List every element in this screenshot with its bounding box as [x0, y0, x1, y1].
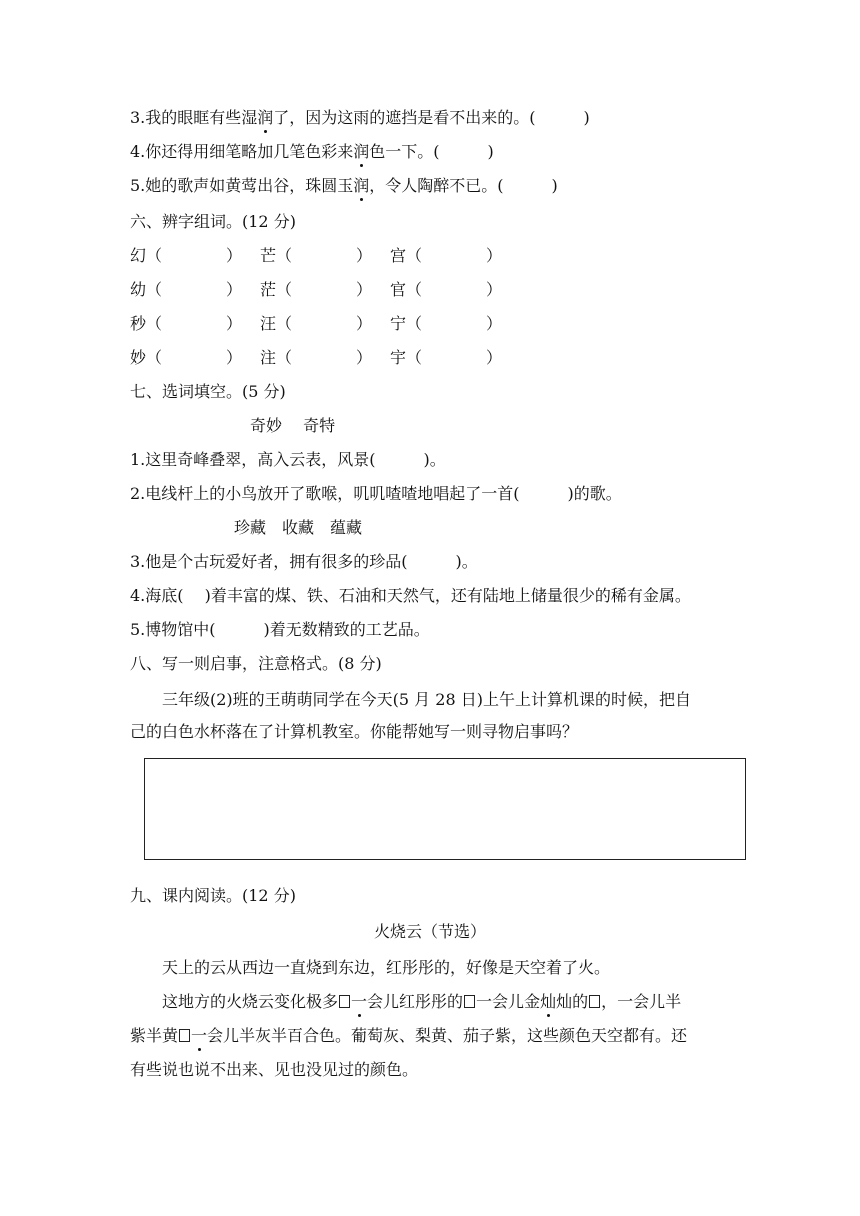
word-blank[interactable]: 幻（ ） [130, 246, 243, 265]
emphasis-char: 润 [353, 176, 370, 195]
passage-paragraph-1: 天上的云从西边一直烧到东边，红彤彤的，好像是天空着了火。 [162, 958, 611, 977]
word-blank[interactable]: 官（ ） [390, 280, 503, 299]
prompt-paragraph-line-2: 己的白色水杯落在了计算机教室。你能帮她写一则寻物启事吗？ [130, 722, 579, 741]
emphasis-char: 一 [351, 992, 368, 1011]
word-blank[interactable]: 宫（ ） [390, 246, 503, 265]
word-blank[interactable]: 妙（ ） [130, 348, 243, 367]
answer-box[interactable] [144, 758, 746, 860]
emphasis-char: 润 [257, 108, 274, 127]
section7-question-5: 5.博物馆中( )着无数精致的工艺品。 [130, 620, 430, 639]
emphasis-char: 一 [191, 1026, 208, 1045]
word-blank[interactable]: 茫（ ） [260, 280, 373, 299]
section7-question-3: 3.他是个古玩爱好者，拥有很多的珍品( )。 [130, 552, 478, 571]
section7-heading: 七、选词填空。(5 分) [130, 382, 286, 401]
punctuation-blank[interactable] [589, 995, 600, 1008]
section5-question-3: 3.我的眼眶有些湿润了，因为这雨的遮挡是看不出来的。( ) [130, 108, 590, 127]
passage-paragraph-2-line-3: 有些说也说不出来、见也没见过的颜色。 [130, 1060, 419, 1079]
passage-paragraph-2-line-1: 这地方的火烧云变化极多 一会儿红彤彤的 一会儿金灿灿的 ，一会儿半 [162, 992, 682, 1011]
punctuation-blank[interactable] [339, 995, 350, 1008]
prompt-paragraph-line-1: 三年级(2)班的王萌萌同学在今天(5 月 28 日)上午上计算机课的时候，把自 [162, 690, 691, 709]
word-blank[interactable]: 秒（ ） [130, 314, 243, 333]
section7-question-4: 4.海底( )着丰富的煤、铁、石油和天然气，还有陆地上储量很少的稀有金属。 [130, 586, 691, 605]
passage-paragraph-2-line-2: 紫半黄 一会儿半灰半百合色。葡萄灰、梨黄、茄子紫，这些颜色天空都有。还 [130, 1026, 688, 1045]
passage-title: 火烧云（节选） [373, 922, 486, 941]
punctuation-blank[interactable] [179, 1029, 190, 1042]
word-blank[interactable]: 宁（ ） [390, 314, 503, 333]
word-choices-1: 奇妙 奇特 [250, 416, 336, 435]
section5-question-5: 5.她的歌声如黄莺出谷，珠圆玉润，令人陶醉不已。( ) [130, 176, 558, 195]
section7-question-2: 2.电线杆上的小鸟放开了歌喉，叽叽喳喳地唱起了一首( )的歌。 [130, 484, 622, 503]
punctuation-blank[interactable] [464, 995, 475, 1008]
emphasis-char: 金灿灿 [524, 992, 573, 1011]
word-blank[interactable]: 宇（ ） [390, 348, 503, 367]
section5-question-4: 4.你还得用细笔略加几笔色彩来润色一下。( ) [130, 142, 494, 161]
section6-heading: 六、辨字组词。(12 分) [130, 212, 296, 231]
word-blank[interactable]: 芒（ ） [260, 246, 373, 265]
word-blank[interactable]: 汪（ ） [260, 314, 373, 333]
section9-heading: 九、课内阅读。(12 分) [130, 886, 296, 905]
section8-heading: 八、写一则启事，注意格式。(8 分) [130, 654, 382, 673]
section7-question-1: 1.这里奇峰叠翠，高入云表，风景( )。 [130, 450, 446, 469]
emphasis-char: 润 [353, 142, 370, 161]
word-blank[interactable]: 注（ ） [260, 348, 373, 367]
word-blank[interactable]: 幼（ ） [130, 280, 243, 299]
word-choices-2: 珍藏 收藏 蕴藏 [234, 518, 363, 537]
